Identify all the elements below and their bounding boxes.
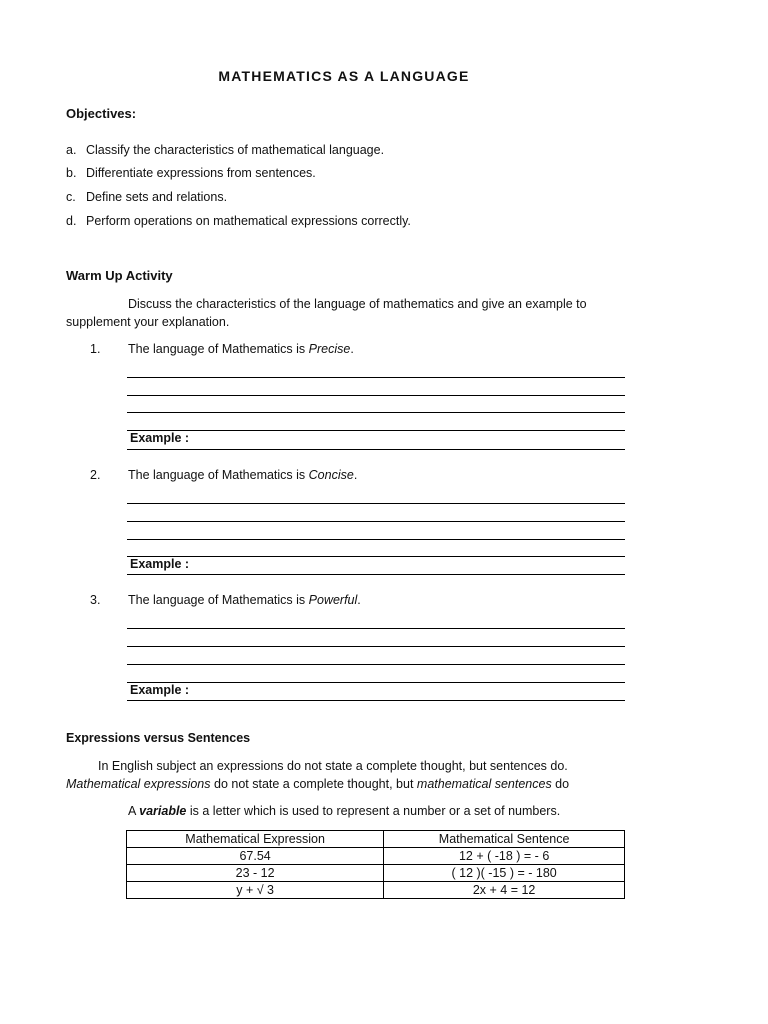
term-math-sentences: mathematical sentences [416,777,552,791]
objective-text: Define sets and relations. [86,190,228,204]
item-prefix: The language of Mathematics is [128,468,309,482]
warmup-item-text [128,342,354,356]
objective-item [66,214,411,228]
warmup-intro-line2: supplement your explanation. [66,315,230,329]
objective-item [66,143,384,157]
warmup-item-text [128,593,361,607]
expressions-heading: Expressions versus Sentences [66,731,251,745]
answer-line[interactable] [127,682,625,683]
table-row [127,882,625,899]
expressions-paragraph-line1: In English subject an expressions do not state a complete thought, but sentences do. [98,759,568,773]
example-answer-line[interactable] [127,700,625,701]
item-suffix: . [357,593,361,607]
definition-text: A [128,804,140,818]
paragraph-text: do [551,777,570,791]
objective-text: Differentiate expressions from sentences. [86,166,316,180]
table-header-row [127,831,625,848]
table-row [127,865,625,882]
answer-line[interactable] [127,556,625,557]
table-row [127,848,625,865]
example-label: Example : [130,557,190,571]
objective-letter: c. [66,190,76,204]
table-cell: 12 + ( -18 ) = - 6 [384,848,625,865]
example-label: Example : [130,431,190,445]
example-answer-line[interactable] [127,449,625,450]
expressions-sentences-table [126,830,625,899]
expressions-paragraph-line2 [66,777,569,791]
term-variable: variable [139,804,187,818]
answer-line[interactable] [127,646,625,647]
item-keyword: Precise [308,342,351,356]
objective-text: Perform operations on mathematical expressions correctly. [86,214,411,228]
warmup-intro-line1: Discuss the characteristics of the language of mathematics and give an example to [128,297,587,311]
column-header-sentence: Mathematical Sentence [384,831,625,848]
objective-item [66,166,316,180]
answer-line[interactable] [127,521,625,522]
answer-line[interactable] [127,664,625,665]
item-prefix: The language of Mathematics is [128,593,309,607]
table-cell: ( 12 )( -15 ) = - 180 [384,865,625,882]
table-cell: 23 - 12 [127,865,384,882]
term-math-expressions: Mathematical expressions [66,777,211,791]
objective-letter: b. [66,166,77,180]
warmup-item-text [128,468,357,482]
answer-line[interactable] [127,377,625,378]
answer-line[interactable] [127,628,625,629]
column-header-expression: Mathematical Expression [127,831,384,848]
item-keyword: Concise [308,468,354,482]
answer-line[interactable] [127,412,625,413]
item-prefix: The language of Mathematics is [128,342,309,356]
table-cell: 2x + 4 = 12 [384,882,625,899]
page-title: MATHEMATICS AS A LANGUAGE [218,68,470,84]
table-cell: y + √ 3 [127,882,384,899]
answer-line[interactable] [127,539,625,540]
answer-line[interactable] [127,503,625,504]
objectives-heading: Objectives: [66,106,137,121]
item-suffix: . [350,342,354,356]
variable-definition [128,804,560,818]
definition-text: is a letter which is used to represent a number or a set of numbers. [186,804,561,818]
warmup-heading: Warm Up Activity [66,268,173,283]
example-answer-line[interactable] [127,574,625,575]
paragraph-text: do not state a complete thought, but [210,777,417,791]
objective-letter: d. [66,214,77,228]
warmup-item-number: 3. [90,593,101,607]
answer-line[interactable] [127,430,625,431]
objective-text: Classify the characteristics of mathematical language. [86,143,385,157]
answer-line[interactable] [127,395,625,396]
example-label: Example : [130,683,190,697]
item-suffix: . [353,468,358,482]
table-cell: 67.54 [127,848,384,865]
item-keyword: Powerful [308,593,358,607]
objective-letter: a. [66,143,77,157]
warmup-item-number: 2. [90,468,101,482]
warmup-item-number: 1. [90,342,101,356]
objective-item [66,190,227,204]
